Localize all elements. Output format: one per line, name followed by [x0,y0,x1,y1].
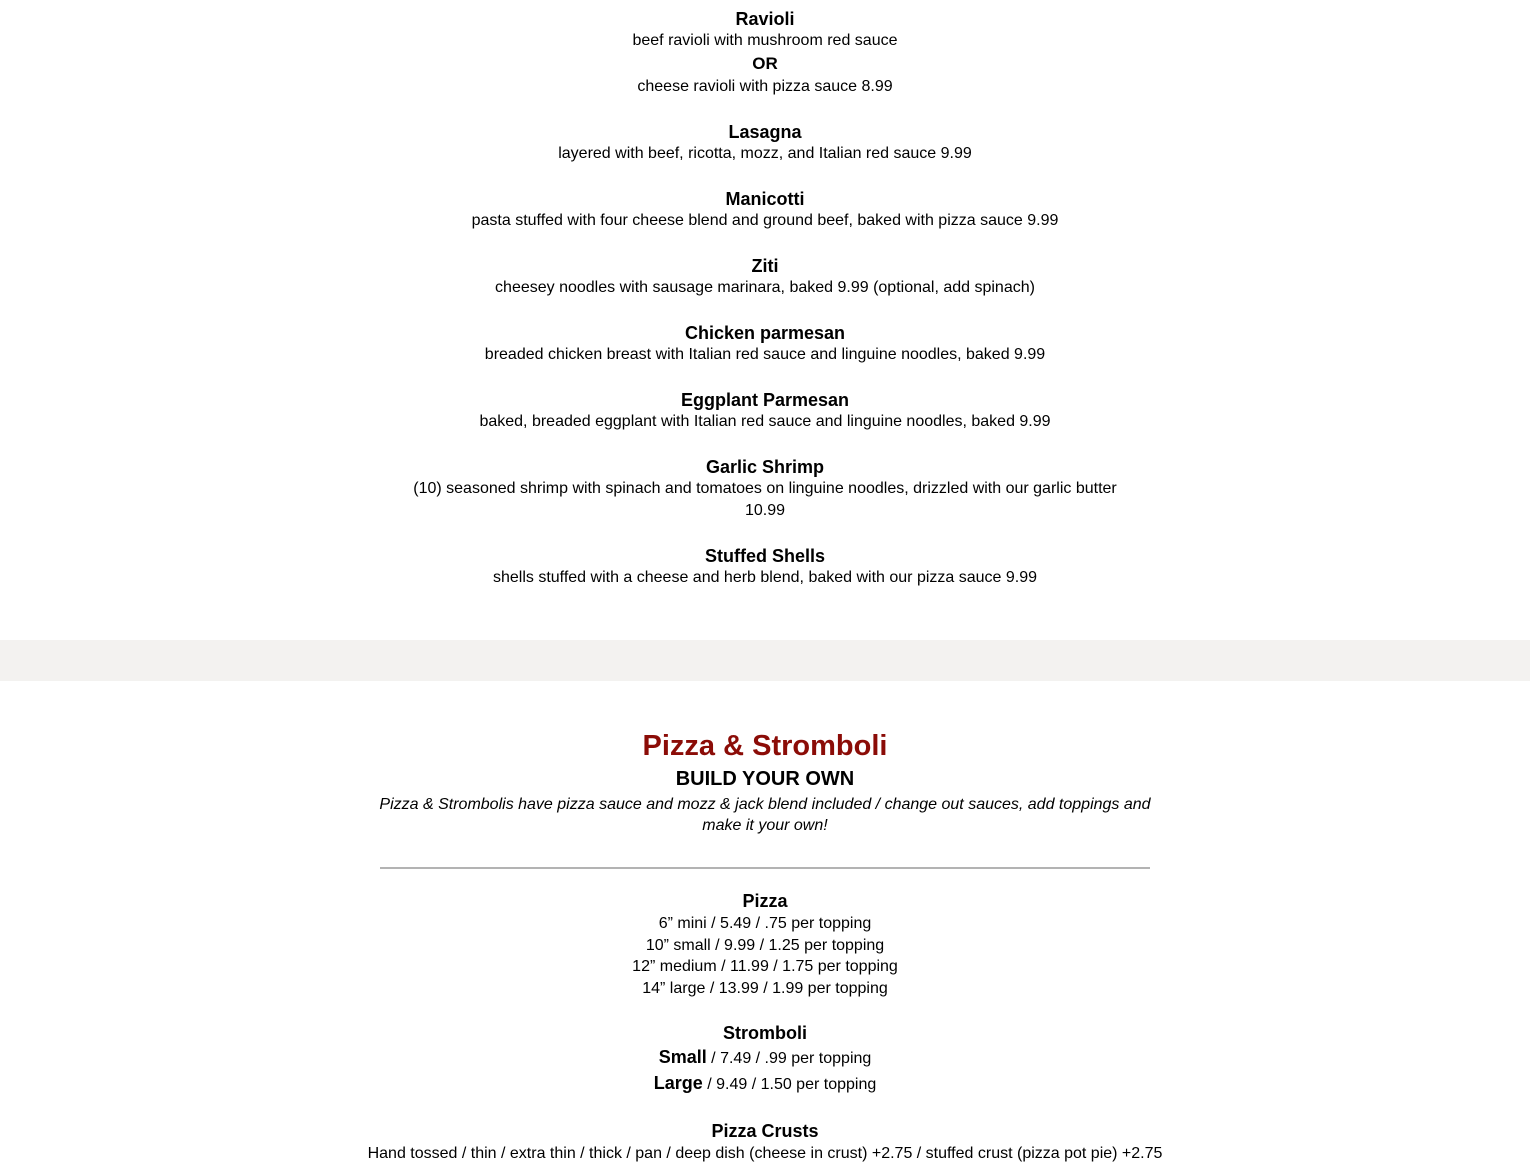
section-note: Pizza & Strombolis have pizza sauce and mozz & jack blend included / change out sauces, add toppings and make it your own! [379,796,1151,834]
item-desc-garlic-shrimp: (10) seasoned shrimp with spinach and tomatoes on linguine noodles, drizzled with our garlic butter 10.99 [413,480,1117,519]
item-desc2-ravioli: cheese ravioli with pizza sauce 8.99 [637,78,893,95]
item-desc-chicken-parmesan: breaded chicken breast with Italian red sauce and linguine noodles, baked 9.99 [484,346,1046,363]
pizza-size-line: 10” small / 9.99 / 1.25 per topping [645,936,885,954]
item-title-lasagna: Lasagna [728,122,802,142]
pizza-size-line: 14” large / 13.99 / 1.99 per topping [642,979,888,997]
stromboli-size-label: Small [658,1047,707,1067]
stromboli-size-price: / 7.49 / .99 per topping [706,1050,872,1067]
item-title-manicotti: Manicotti [725,189,805,209]
pizza-size-line: 6” mini / 5.49 / .75 per topping [658,915,872,932]
pizza-section [0,727,1530,1164]
section-rule [380,867,1150,869]
crusts-title: Pizza Crusts [711,1121,819,1141]
section-subheading: BUILD YOUR OWN [675,768,855,790]
pasta-section [0,8,1530,589]
item-desc-manicotti: pasta stuffed with four cheese blend and ground beef, baked with pizza sauce 9.99 [471,212,1059,229]
pizza-size-line: 12” medium / 11.99 / 1.75 per topping [632,958,898,975]
pizza-title: Pizza [742,891,788,911]
item-desc-ziti: cheesey noodles with sausage marinara, baked 9.99 (optional, add spinach) [495,279,1035,296]
crusts-line: Hand tossed / thin / extra thin / thick / pan / deep dish (cheese in crust) +2.75 / stuffed crust (pizza pot pie) +2.75 [367,1145,1163,1162]
item-title-ziti: Ziti [751,256,779,276]
stromboli-size-label: Large [653,1073,703,1093]
stromboli-size-line [0,1071,1530,1097]
stromboli-size-line [0,1045,1530,1071]
item-title-ravioli: Ravioli [735,9,795,29]
item-or-ravioli: OR [752,54,778,73]
item-title-chicken-parmesan: Chicken parmesan [684,323,846,343]
item-title-garlic-shrimp: Garlic Shrimp [705,457,825,477]
item-title-stuffed-shells: Stuffed Shells [704,546,825,566]
section-divider-band [0,640,1530,681]
item-title-eggplant-parmesan: Eggplant Parmesan [680,390,850,410]
item-desc-stuffed-shells: shells stuffed with a cheese and herb blend, baked with our pizza sauce 9.99 [492,569,1038,586]
stromboli-size-price: / 9.49 / 1.50 per topping [702,1076,877,1093]
section-heading: Pizza & Stromboli [642,730,888,762]
item-desc-eggplant-parmesan: baked, breaded eggplant with Italian red sauce and linguine noodles, baked 9.99 [479,413,1051,430]
item-desc-lasagna: layered with beef, ricotta, mozz, and Italian red sauce 9.99 [558,145,972,162]
item-desc-ravioli: beef ravioli with mushroom red sauce [632,32,898,49]
stromboli-title: Stromboli [723,1023,807,1043]
